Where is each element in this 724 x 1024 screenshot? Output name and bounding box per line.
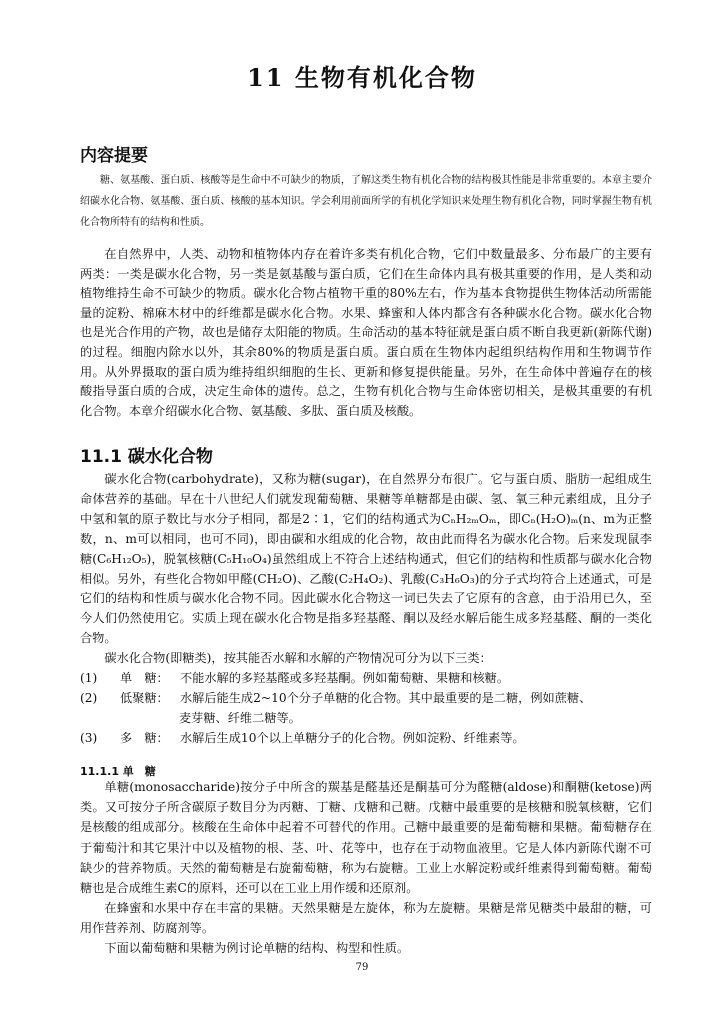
summary-heading: 内容提要 [80,146,148,166]
page-number: 79 [355,962,369,973]
subsection-heading: 11.1.1 单 糖 [80,765,156,778]
classification-number: (2) [80,691,98,705]
section-heading: 11.1 碳水化合物 [80,447,213,467]
classification-desc: 水解后生成10个以上单糖分子的化合物。例如淀粉、纤维素等。 [180,731,525,745]
classification-term: 单 糖： [120,671,169,685]
intro-paragraph: 在自然界中，人类、动物和植物体内存在着许多类有机化合物，它们中数量最多、分布最广的主要有两类：一类是碳水化合物，另一类是氨基酸与蛋白质，它们在生命体内具有极其重要的作用，是人类和动植物维持生命不可缺少的物质。碳水化合物占植物干重的80%左右，作为基本食物提供生物体活动所需能量的淀粉、棉麻木材中的纤维都是碳水化合物。水果、蜂蜜和人体内都含有各种碳水化合物。碳水化合物也是光合作用的产物，故也是储存太阳能的物质。生命活动的基本特征就是蛋白质不断自我更新(新陈代谢)的过程。细胞内除水以外，其余80%的物质是蛋白质。蛋白质在生物体内起组织结构作用和生物调节作用。从外界摄取的蛋白质为维持组织细胞的生长、更新和修复提供能量。另外，在生命体中普遍存在的核酸指导蛋白质的合成，决定生命体的遗传。总之，生物有机化合物与生命体密切相关，是极其重要的有机化合物。本章介绍碳水化合物、氨基酸、多肽、蛋白质及核酸。 [80,247,652,418]
classification-number: (3) [80,731,98,745]
subsection-paragraph-3: 下面以葡萄糖和果糖为例讨论单糖的结构、构型和性质。 [104,941,410,955]
classification-term: 多 糖： [120,731,169,745]
subsection-paragraph-2: 在蜂蜜和水果中存在丰富的果糖。天然果糖是左旋体，称为左旋糖。果糖是常见糖类中最甜的糖，可用作营养剂、防腐剂等。 [80,901,652,936]
classification-desc: 水解后能生成2~10个分子单糖的化合物。其中最重要的是二糖，例如蔗糖、 [180,691,592,705]
classification-item [80,729,652,749]
classification-desc: 不能水解的多羟基醛或多羟基酮。例如葡萄糖、果糖和核糖。 [180,671,510,685]
section-paragraph-1: 碳水化合物(carbohydrate)，又称为糖(sugar)，在自然界分布很广。它与蛋白质、脂肪一起组成生命体营养的基础。早在十八世纪人们就发现葡萄糖、果糖等单糖都是由碳、氢、氧三种元素组成，且分子中氢和氧的原子数比与水分子相同，都是2∶1，它们的结构通式为CₙH₂ₘOₘ，即Cₙ(H₂O)ₘ(n、m为正整数，n、m可以相同，也可不同)，即由碳和水组成的化合物，故由此而得名为碳水化合物。后来发现鼠李糖(C₆H₁₂O₅)，脱氧核糖(C₅H₁₀O₄)虽然组成上不符合上述结构通式，但它们的结构和性质都与碳水化合物相似。另外，有些化合物如甲醛(CH₂O)、乙酸(C₂H₄O₂)、乳酸(C₃H₆O₃)的分子式均符合上述通式，可是它们的结构和性质与碳水化合物不同。因此碳水化合物这一词已失去了它原有的含意，由于沿用已久，至今人们仍然使用它。实质上现在碳水化合物是指多羟基醛、酮以及经水解后能生成多羟基醛、酮的一类化合物。 [80,472,652,646]
classification-number: (1) [80,671,98,685]
section-paragraph-2: 碳水化合物(即糖类)，按其能否水解和水解的产物情况可分为以下三类： [104,651,492,665]
classification-term: 低聚糖： [120,691,169,705]
chapter-title: 11 生物有机化合物 [247,63,477,92]
summary-text: 糖、氨基酸、蛋白质、核酸等是生命中不可缺少的物质，了解这类生物有机化合物的结构极其性能是非常重要的。本章主要介绍碳水化合物、氨基酸、蛋白质、核酸的基本知识。学会利用前面所学的有机化学知识来处理生物有机化合物，同时掌握生物有机化合物所特有的结构和性质。 [80,175,652,228]
subsection-paragraph-1: 单糖(monosaccharide)按分子中所含的羰基是醛基还是酮基可分为醛糖(aldose)和酮糖(ketose)两类。又可按分子所含碳原子数目分为丙糖、丁糖、戊糖和己糖。戊糖中最重要的是核糖和脱氧核糖，它们是核酸的组成部分。核酸在生命体中起着不可替代的作用。己糖中最重要的是葡萄糖和果糖。葡萄糖存在于葡萄汁和其它果汁中以及植物的根、茎、叶、花等中，也存在于动物血液里。它是人体内新陈代谢不可缺少的营养物质。天然的葡萄糖是右旋葡萄糖，称为右旋糖。工业上水解淀粉或纤维素得到葡萄糖。葡萄糖也是合成维生素C的原料，还可以在工业上用作缓和还原剂。 [80,780,652,896]
classification-desc-continued: 麦芽糖、纤维二糖等。 [179,711,301,725]
classification-item [80,669,652,689]
classification-item [80,689,652,709]
